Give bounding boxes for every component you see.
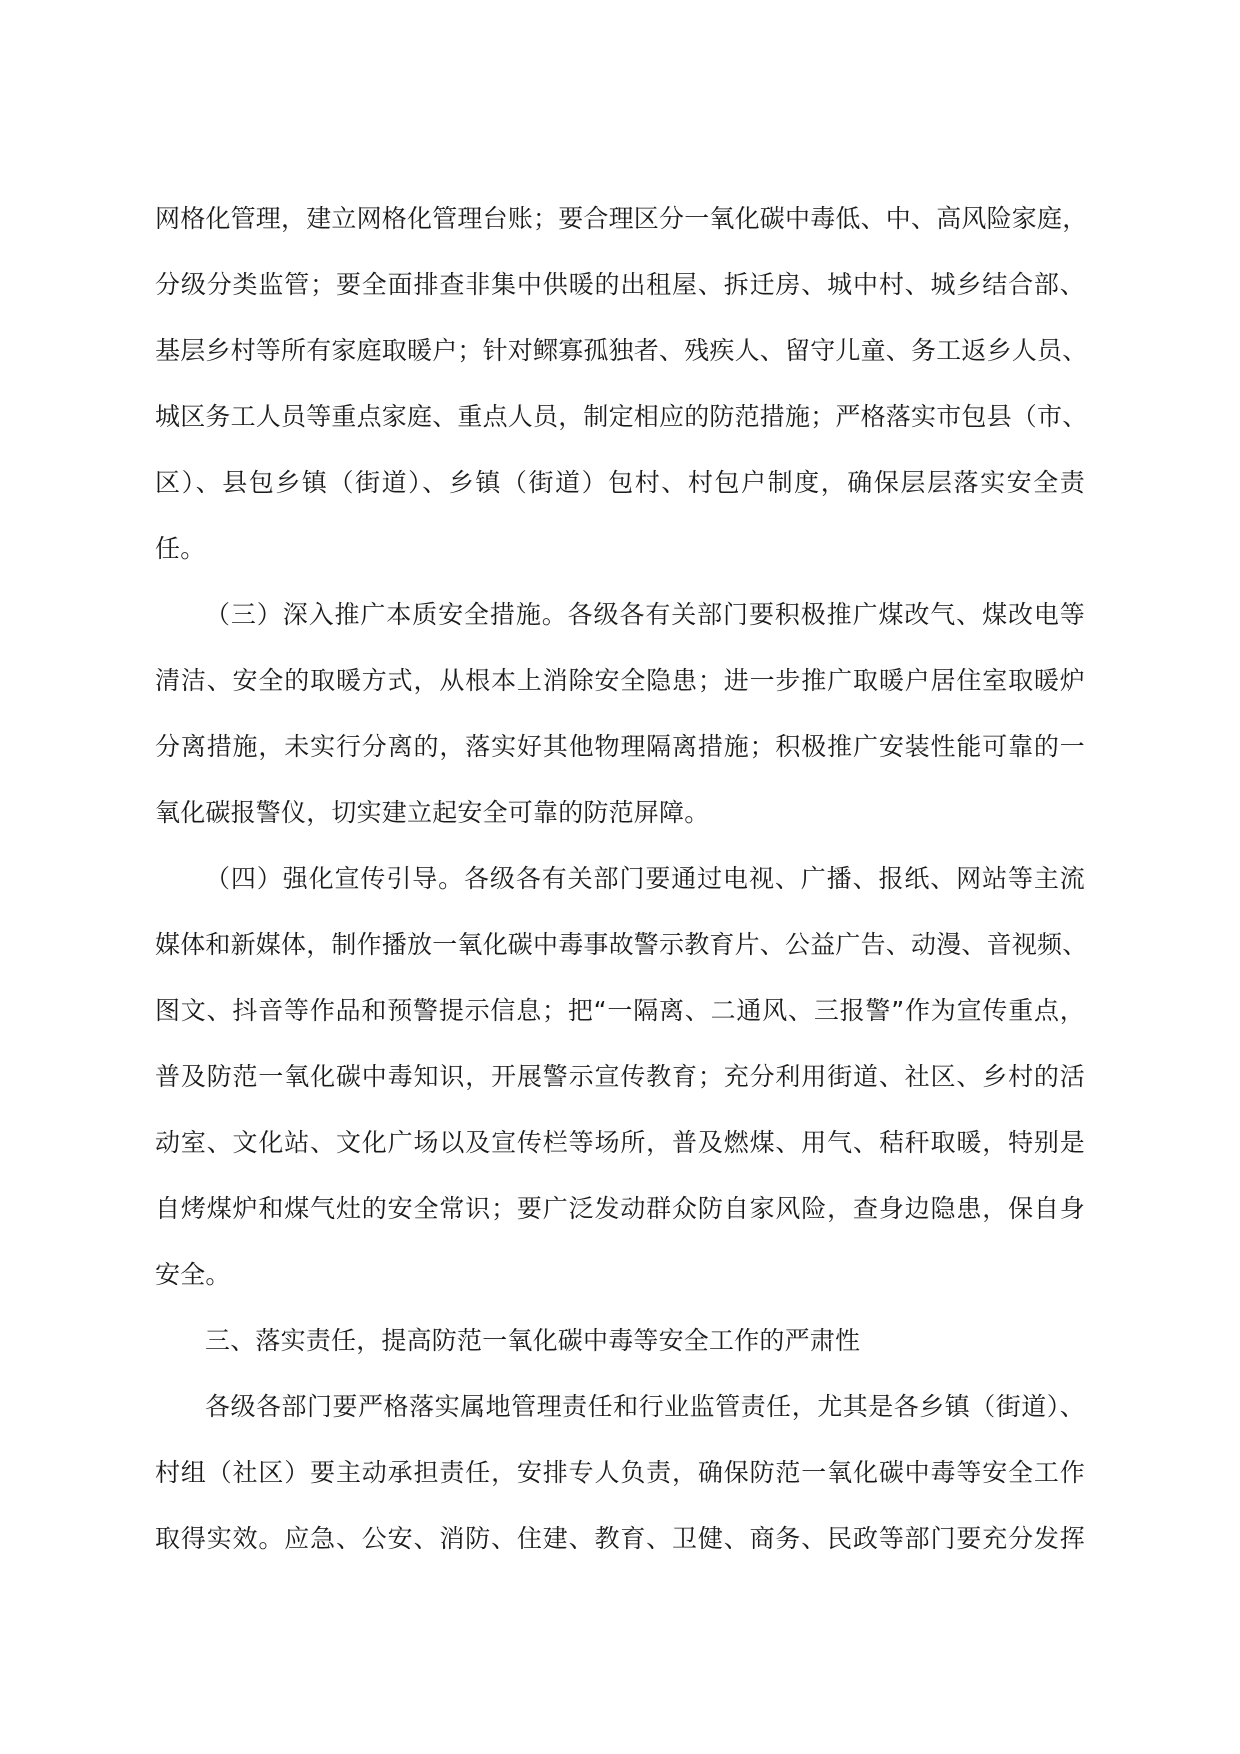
text-line: 氧化碳报警仪，切实建立起安全可靠的防范屏障。 (155, 798, 710, 827)
text-line: 任。 (155, 534, 206, 563)
body-text (155, 186, 1088, 1572)
text-line: 网格化管理，建立网格化管理台账；要合理区分一氧化碳中毒低、中、高风险家庭， (155, 204, 1088, 233)
text-line: 普及防范一氧化碳中毒知识，开展警示宣传教育；充分利用街道、社区、乡村的活 (155, 1062, 1085, 1091)
text-line: （三）深入推广本质安全措施。各级各有关部门要积极推广煤改气、煤改电等 (205, 600, 1085, 629)
text-line: 区）、县包乡镇（街道）、乡镇（街道）包村、村包户制度，确保层层落实安全责 (155, 468, 1085, 497)
text-line: 分级分类监管；要全面排查非集中供暖的出租屋、拆迁房、城中村、城乡结合部、 (155, 270, 1085, 299)
text-line: 图文、抖音等作品和预警提示信息；把“一隔离、二通风、三报警”作为宣传重点， (155, 996, 1085, 1025)
text-line: 清洁、安全的取暖方式，从根本上消除安全隐患；进一步推广取暖户居住室取暖炉 (155, 666, 1085, 695)
text-line: 取得实效。应急、公安、消防、住建、教育、卫健、商务、民政等部门要充分发挥 (155, 1524, 1085, 1553)
text-line: 自烤煤炉和煤气灶的安全常识；要广泛发动群众防自家风险，查身边隐患，保自身 (155, 1194, 1085, 1223)
text-line: 动室、文化站、文化广场以及宣传栏等场所，普及燃煤、用气、秸秆取暖，特别是 (155, 1128, 1085, 1157)
text-line: 村组（社区）要主动承担责任，安排专人负责，确保防范一氧化碳中毒等安全工作 (155, 1458, 1085, 1487)
text-line: 媒体和新媒体，制作播放一氧化碳中毒事故警示教育片、公益广告、动漫、音视频、 (155, 930, 1088, 959)
text-line: 基层乡村等所有家庭取暖户；针对鳏寡孤独者、残疾人、留守儿童、务工返乡人员、 (155, 336, 1088, 365)
text-line: 各级各部门要严格落实属地管理责任和行业监管责任，尤其是各乡镇（街道）、 (205, 1392, 1085, 1421)
section-heading: 三、落实责任，提高防范一氧化碳中毒等安全工作的严肃性 (205, 1326, 861, 1355)
text-line: 城区务工人员等重点家庭、重点人员，制定相应的防范措施；严格落实市包县（市、 (155, 402, 1088, 431)
text-line: 安全。 (155, 1260, 231, 1289)
text-line: （四）强化宣传引导。各级各有关部门要通过电视、广播、报纸、网站等主流 (205, 864, 1085, 893)
text-line: 分离措施，未实行分离的，落实好其他物理隔离措施；积极推广安装性能可靠的一 (155, 732, 1085, 761)
